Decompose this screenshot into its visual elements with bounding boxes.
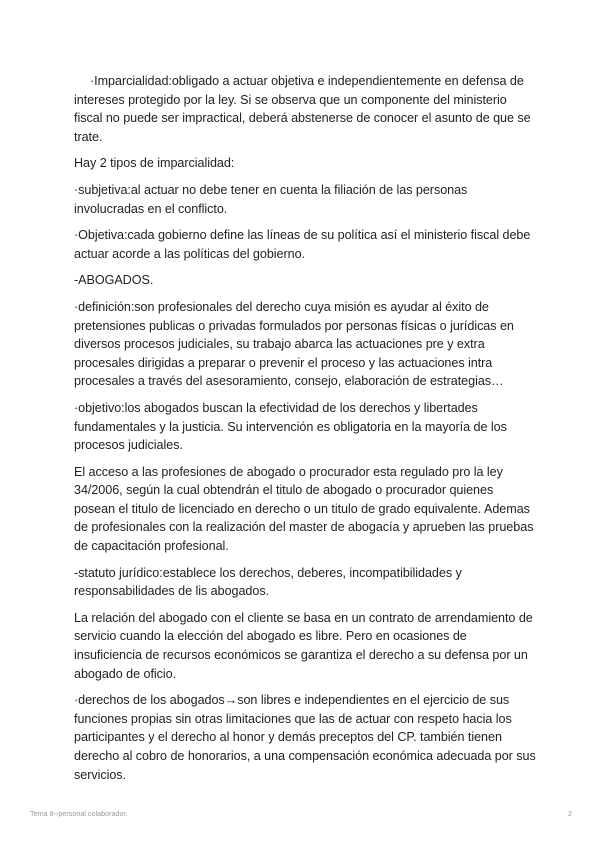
paragraph-estatuto-juridico: -statuto jurídico:establece los derechos, deberes, incompatibilidades y responsabilidades de lis abogados. <box>74 565 462 599</box>
paragraph-subjetiva: ·subjetiva:al actuar no debe tener en cuenta la filiación de las personas involucradas en el conflicto. <box>74 182 468 216</box>
section-heading-abogados: -ABOGADOS. <box>74 273 154 288</box>
paragraph-relacion-cliente: La relación del abogado con el cliente se basa en un contrato de arrendamiento de servicio cuando la elección del abogado es libre. Pero en ocasiones de insuficiencia de recursos económicos se garantiza el derecho a su defensa por un abogado de oficio. <box>74 610 533 681</box>
paragraph-definicion: ·definición:son profesionales del derecho cuya misión es ayudar al éxito de pretensiones publicas o privadas formulados por personas físicas o jurídicas en diversos procesos judiciales, su trabajo abarca las actuaciones pre y extra procesales dirigidas a preparar o prevenir el proceso y las actuaciones intra procesales a través del asesoramiento, consejo, elaboración de estrategias… <box>74 299 514 389</box>
paragraph-objetivo: ·objetivo:los abogados buscan la efectividad de los derechos y libertades fundamentales y la justicia. Su intervención es obligatoria en la mayoría de los procesos judiciales. <box>74 400 507 453</box>
page-body <box>74 72 536 792</box>
footer-title: Tema 8-›personal colaborador. <box>30 809 128 818</box>
paragraph-tipos-imparcialidad: Hay 2 tipos de imparcialidad: <box>74 156 235 171</box>
paragraph-acceso-profesion: El acceso a las profesiones de abogado o procurador esta regulado pro la ley 34/2006, según la cual obtendrán el titulo de abogado o procurador quienes posean el titulo de licenciado en derecho o un titulo de grado equivalente. Ademas de profesionales con la realización del master de abogacía y aprueben las pruebas de capacitación profesional. <box>74 464 534 554</box>
paragraph-objetiva: ·Objetiva:cada gobierno define las líneas de su política así el ministerio fiscal debe actuar acorde a las políticas del gobierno. <box>74 228 531 261</box>
paragraph-imparcialidad: ·Imparcialidad:obligado a actuar objetiva e independientemente en defensa de intereses protegido por la ley. Si se observa que un componente del ministerio fiscal no puede ser impractical, deberá abstenerse de conocer el asunto de que se trate. <box>74 74 531 144</box>
page-number: 2 <box>568 809 572 818</box>
paragraph-derechos-abogados: ·derechos de los abogados→son libres e independientes en el ejercicio de sus funciones propias sin otras limitaciones que las de actuar con respeto hacia los participantes y el derecho al honor y demás preceptos del CP. también tienen derecho al cobro de honorarios, a una compensación económica adecuada por sus servicios. <box>74 693 536 782</box>
